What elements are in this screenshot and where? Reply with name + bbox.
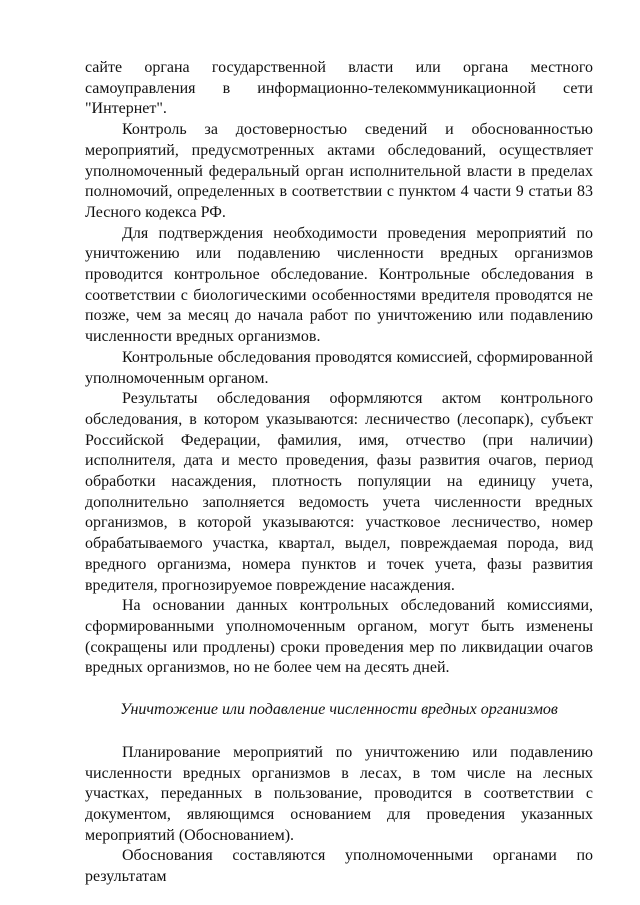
paragraph-commission: Контрольные обследования проводятся комиссией, сформированной уполномоченным органом.	[85, 348, 593, 387]
paragraph-control-survey-purpose: Для подтверждения необходимости проведения мероприятий по уничтожению или подавлению численности вредных организмов проводится контрольное обследование. Контрольные обследования в соответствии с биологическими особенностями вредителя проводятся не позже, чем за месяц до начала работ по уничтожению или подавлению численности вредных организмов.	[85, 224, 593, 346]
paragraph-survey-results: Результаты обследования оформляются актом контрольного обследования, в котором указываются: лесничество (лесопарк), субъект Российской Федерации, фамилия, имя, отчество (при наличии) исполнителя, дата и место проведения, фазы развития очагов, период обработки насаждения, плотность популяции на единицу учета, дополнительно заполняется ведомость учета численности вредных организмов, в которой указываются: участковое лесничество, номер обрабатываемого участка, квартал, выдел, повреждаемая порода, вид вредного организма, номера пунктов и точек учета, фазы развития вредителя, прогнозируемое повреждение насаждения.	[85, 390, 593, 594]
paragraph-justifications: Обоснования составляются уполномоченными органами по результатам	[85, 847, 593, 886]
paragraph-continuation: сайте органа государственной власти или органа местного самоуправления в информационно-телекоммуникационной сети "Интернет".	[85, 59, 593, 118]
paragraph-planning: Планирование мероприятий по уничтожению или подавлению численности вредных организмов в лесах, в том числе на лесных участках, переданных в пользование, проводится в соответствии с документом, являющимся основанием для проведения указанных мероприятий (Обоснованием).	[85, 743, 593, 844]
paragraph-deadline-changes: На основании данных контрольных обследований комиссиями, сформированными уполномоченным органом, могут быть изменены (сокращены или продлены) сроки проведения мер по ликвидации очагов вредных организмов, но не более чем на десять дней.	[85, 597, 593, 677]
document-page	[85, 58, 593, 888]
section-heading: Уничтожение или подавление численности вредных организмов	[120, 701, 558, 719]
paragraph-control-reliability: Контроль за достоверностью сведений и обоснованностью мероприятий, предусмотренных актами обследований, осуществляет уполномоченный федеральный орган исполнительной власти в пределах полномочий, определенных в соответствии с пунктом 4 части 9 статьи 83 Лесного кодекса РФ.	[85, 121, 593, 221]
